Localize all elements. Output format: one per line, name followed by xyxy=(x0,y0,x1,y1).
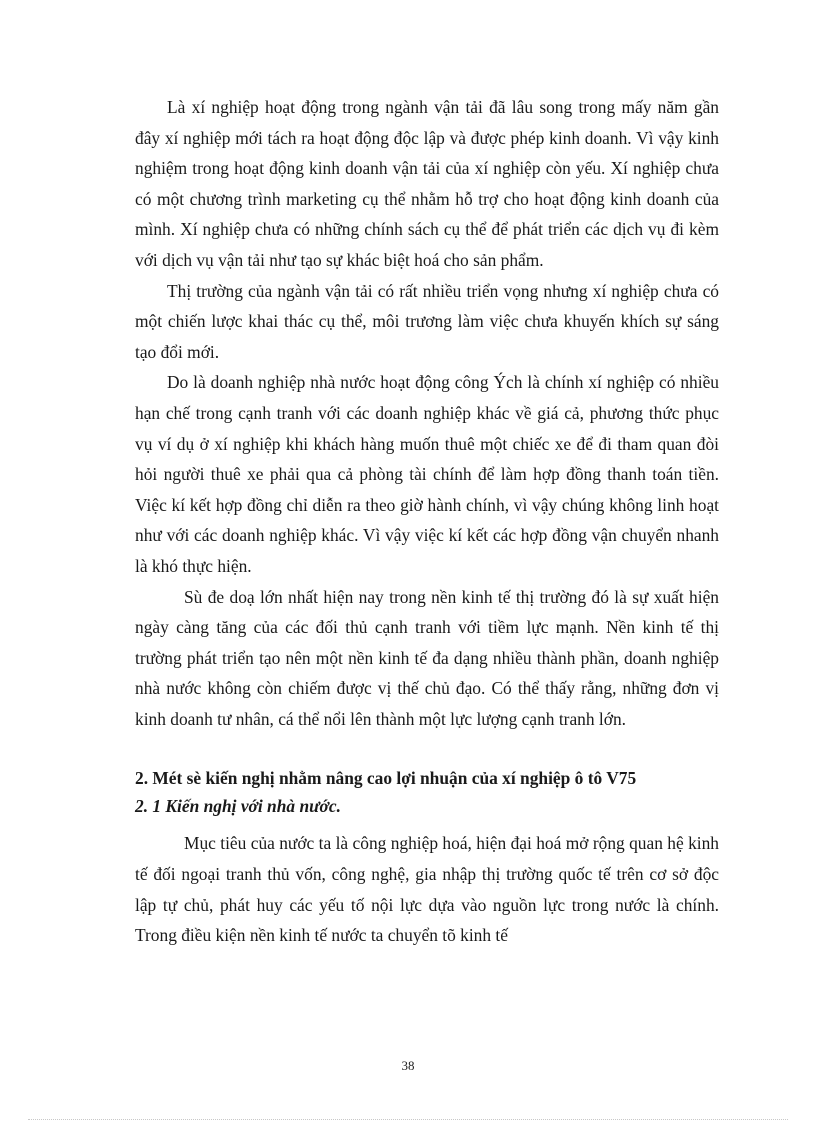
paragraph-state-enterprise-limits: Do là doanh nghiệp nhà nước hoạt động công Ých là chính xí nghiệp có nhiều hạn chế trong cạnh tranh với các doanh nghiệp khác về giá cả, phương thức phục vụ ví dụ ở xí nghiệp khi khách hàng muốn thuê một chiếc xe để đi tham quan đòi hỏi người thuê xe phải qua cả phòng tài chính để làm hợp đồng thanh toán tiền. Việc kí kết hợp đồng chỉ diễn ra theo giờ hành chính, vì vậy chúng không linh hoạt như với các doanh nghiệp khác. Vì vậy việc kí kết các hợp đồng vận chuyển nhanh là khó thực hiện. xyxy=(135,372,719,576)
page-body xyxy=(135,92,719,951)
paragraph-national-goals: Mục tiêu của nước ta là công nghiệp hoá, hiện đại hoá mở rộng quan hệ kinh tế đối ngoại tranh thủ vốn, công nghệ, gia nhập thị trường quốc tế trên cơ sở độc lập tự chủ, phát huy các yếu tố nội lực dựa vào nguồn lực trong nước là chính. Trong điều kiện nền kinh tế nước ta chuyển tõ kinh tế xyxy=(135,833,719,946)
page-number: 38 xyxy=(401,1058,415,1073)
subsection-heading: 2. 1 Kiến nghị với nhà nước. xyxy=(135,796,341,817)
paragraph-market-prospects: Thị trường của ngành vận tải có rất nhiều triển vọng nhưng xí nghiệp chưa có một chiến lược khai thác cụ thể, môi trương làm việc chưa khuyến khích sự sáng tạo đổi mới. xyxy=(135,280,719,362)
page-bottom-divider xyxy=(28,1119,788,1120)
paragraph-competition-threat: Sù đe doạ lớn nhất hiện nay trong nền kinh tế thị trường đó là sự xuất hiện ngày càng tăng của các đối thủ cạnh tranh với tiềm lực mạnh. Nền kinh tế thị trường phát triển tạo nên một nền kinh tế đa dạng nhiều thành phần, doanh nghiệp nhà nước không còn chiếm được vị thế chủ đạo. Có thể thấy rằng, những đơn vị kinh doanh tư nhân, cá thể nổi lên thành một lực lượng cạnh tranh lớn. xyxy=(135,586,719,729)
section-heading: 2. Mét sè kiến nghị nhằm nâng cao lợi nhuận của xí nghiệp ô tô V75 xyxy=(135,768,637,789)
paragraph-weakness-experience: Là xí nghiệp hoạt động trong ngành vận tải đã lâu song trong mấy năm gần đây xí nghiệp mới tách ra hoạt động độc lập và được phép kinh doanh. Vì vậy kinh nghiệm trong hoạt động kinh doanh vận tải của xí nghiệp còn yếu. Xí nghiệp chưa có một chương trình marketing cụ thể nhằm hỗ trợ cho hoạt động kinh doanh của mình. Xí nghiệp chưa có những chính sách cụ thể để phát triển các dịch vụ đi kèm với dịch vụ vận tải như tạo sự khác biệt hoá cho sản phẩm. xyxy=(135,97,719,270)
